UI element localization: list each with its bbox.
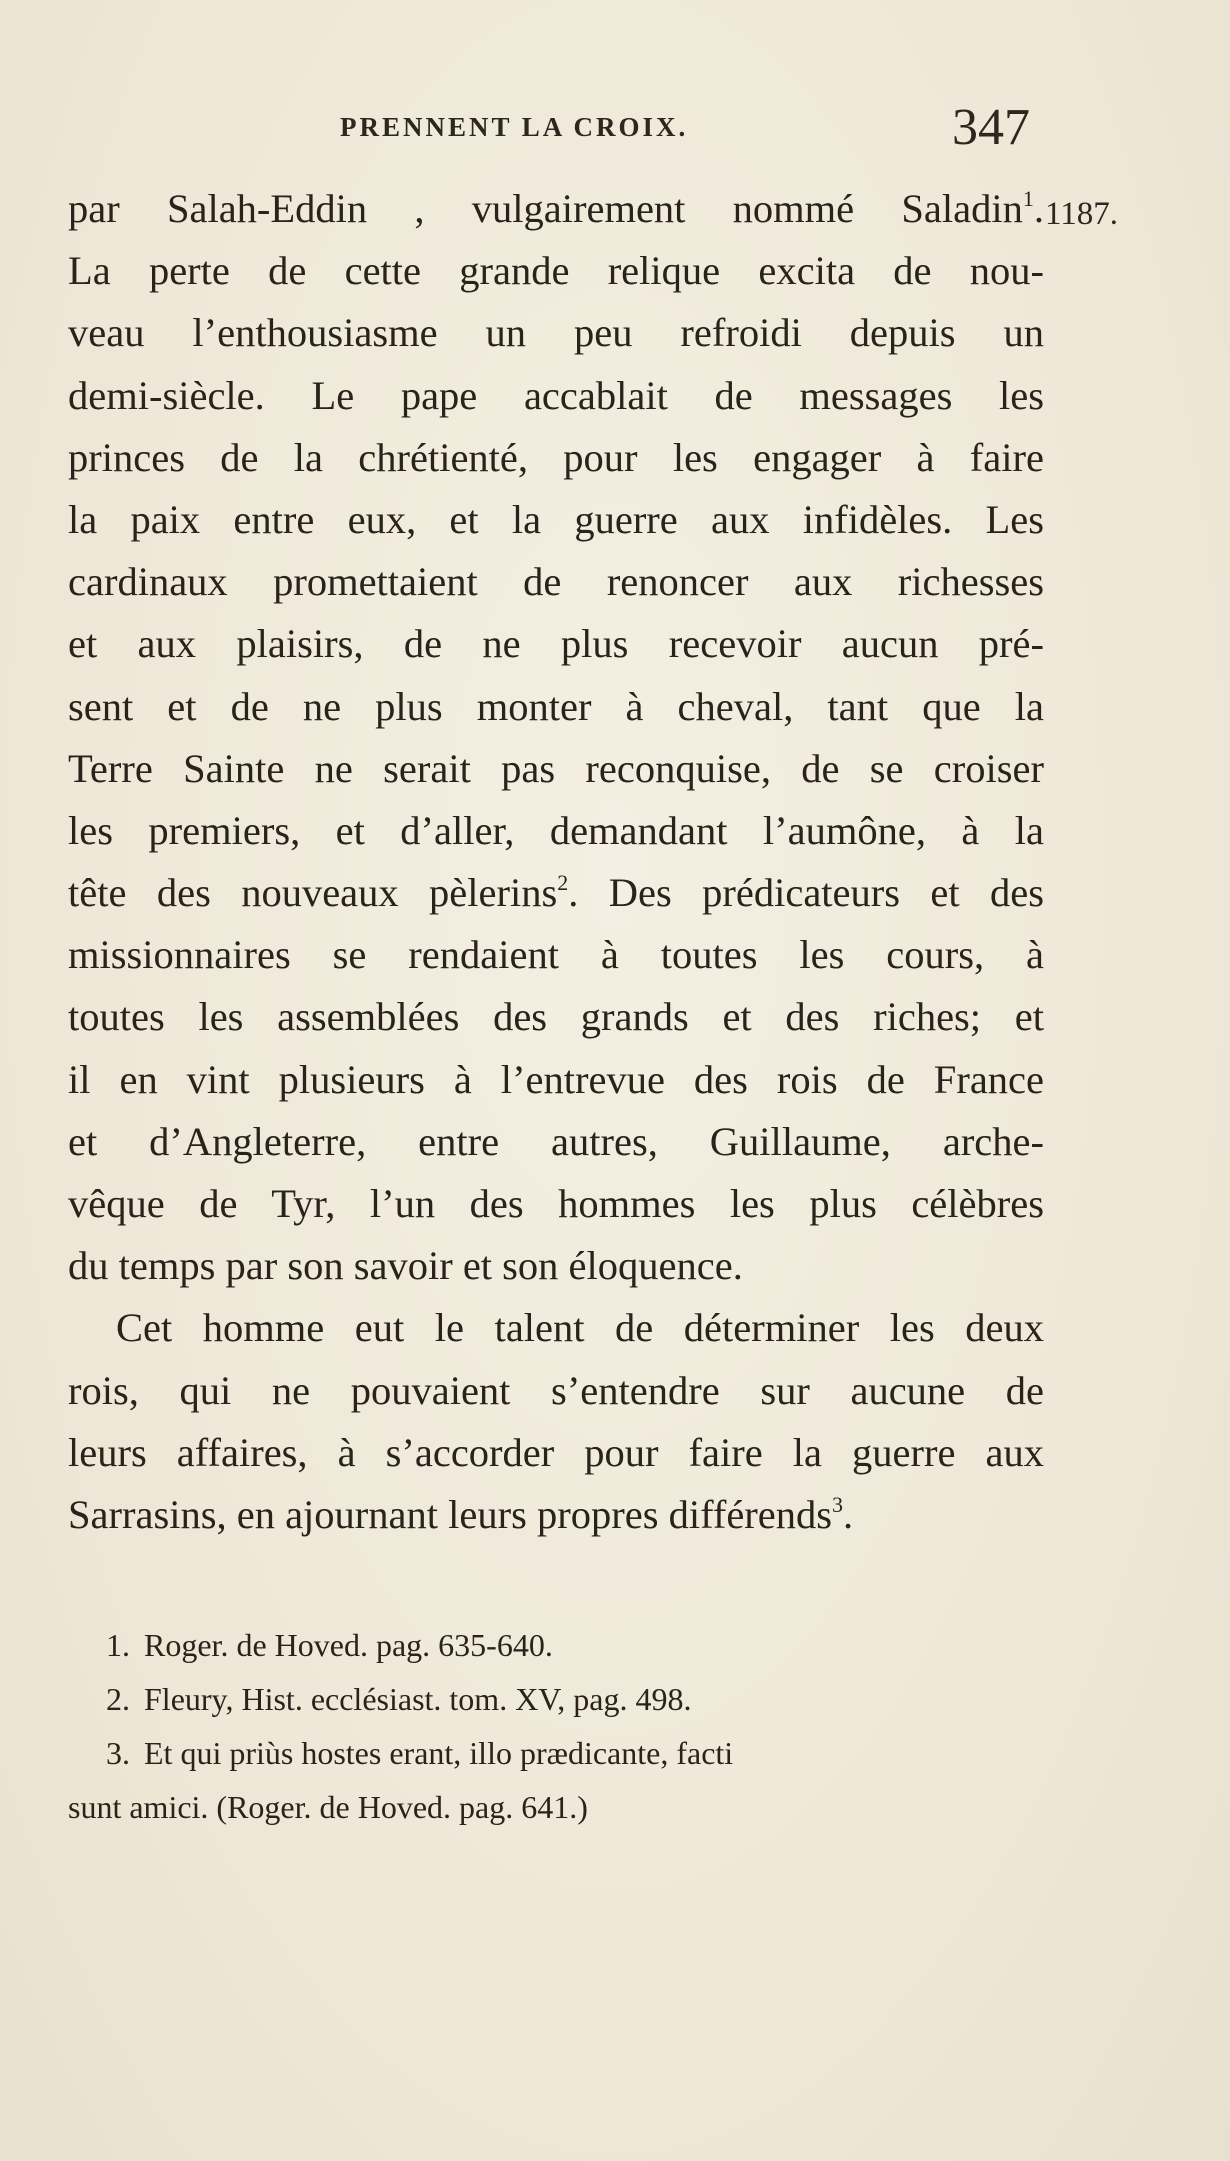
footnote-ref[interactable]: 1 <box>1022 186 1034 211</box>
body-text <box>68 178 1044 1546</box>
footnote-continuation <box>68 1780 1044 1834</box>
text-line: par Salah-Eddin , vulgairement nommé Saladin$^1$. <box>68 186 1044 231</box>
text-line: du temps par son savoir et son éloquence. <box>68 1243 743 1289</box>
text-line: leurs affaires, à s’accorder pour faire la guerre aux <box>68 1429 1044 1475</box>
text-line: missionnaires se rendaient à toutes les cours, à <box>68 932 1044 978</box>
text-line: rois, qui ne pouvaient s’entendre sur aucune de <box>68 1367 1044 1413</box>
footnote-text: Roger. de Hoved. pag. 635-640. <box>144 1627 553 1663</box>
footnote-number: 1. <box>106 1627 130 1663</box>
footnote <box>68 1618 1044 1672</box>
text-line: Sarrasins, en ajournant leurs propres différends$^3$. <box>68 1491 854 1537</box>
text-line: la paix entre eux, et la guerre aux infidèles. Les <box>68 496 1044 542</box>
footnote-text: Fleury, Hist. ecclésiast. tom. XV, pag. 498. <box>144 1681 692 1717</box>
footnote <box>68 1726 1044 1780</box>
text-line: les premiers, et d’aller, demandant l’aumône, à la <box>68 807 1044 853</box>
text-line: et d’Angleterre, entre autres, Guillaume, arche- <box>68 1118 1044 1164</box>
margin-date: 1187. <box>1045 196 1119 232</box>
footnote-number: 2. <box>106 1681 130 1717</box>
footnote-ref[interactable]: 3 <box>832 1491 844 1517</box>
text-line: Cet homme eut le talent de déterminer les deux <box>116 1305 1044 1351</box>
page-number: 347 <box>952 99 1030 156</box>
footnote-text: Et qui priùs hostes erant, illo prædicante, facti <box>144 1735 734 1771</box>
footnotes <box>68 1618 1044 1834</box>
text-line: toutes les assemblées des grands et des riches; et <box>68 994 1044 1040</box>
text-line: il en vint plusieurs à l’entrevue des rois de France <box>68 1056 1044 1102</box>
text-line: demi-siècle. Le pape accablait de messages les <box>68 372 1044 418</box>
text-line: sent et de ne plus monter à cheval, tant que la <box>68 683 1044 729</box>
text-line: La perte de cette grande relique excita de nou- <box>68 248 1044 294</box>
footnote-text: sunt amici. (Roger. de Hoved. pag. 641.) <box>68 1789 588 1825</box>
text-line: princes de la chrétienté, pour les engager à faire <box>68 434 1044 480</box>
text-line: Terre Sainte ne serait pas reconquise, de se croiser <box>68 745 1044 791</box>
text-line: tête des nouveaux pèlerins$^2$. Des prédicateurs et des <box>68 870 1044 916</box>
text-line: cardinaux promettaient de renoncer aux richesses <box>68 559 1044 605</box>
footnote-number: 3. <box>106 1735 130 1771</box>
text-line: vêque de Tyr, l’un des hommes les plus célèbres <box>68 1181 1044 1226</box>
running-title: PRENNENT LA CROIX. <box>340 112 689 142</box>
footnote-ref[interactable]: 2 <box>557 870 569 896</box>
text-line: veau l’enthousiasme un peu refroidi depuis un <box>68 310 1044 356</box>
footnote <box>68 1672 1044 1726</box>
text-line: et aux plaisirs, de ne plus recevoir aucun pré- <box>68 621 1044 667</box>
